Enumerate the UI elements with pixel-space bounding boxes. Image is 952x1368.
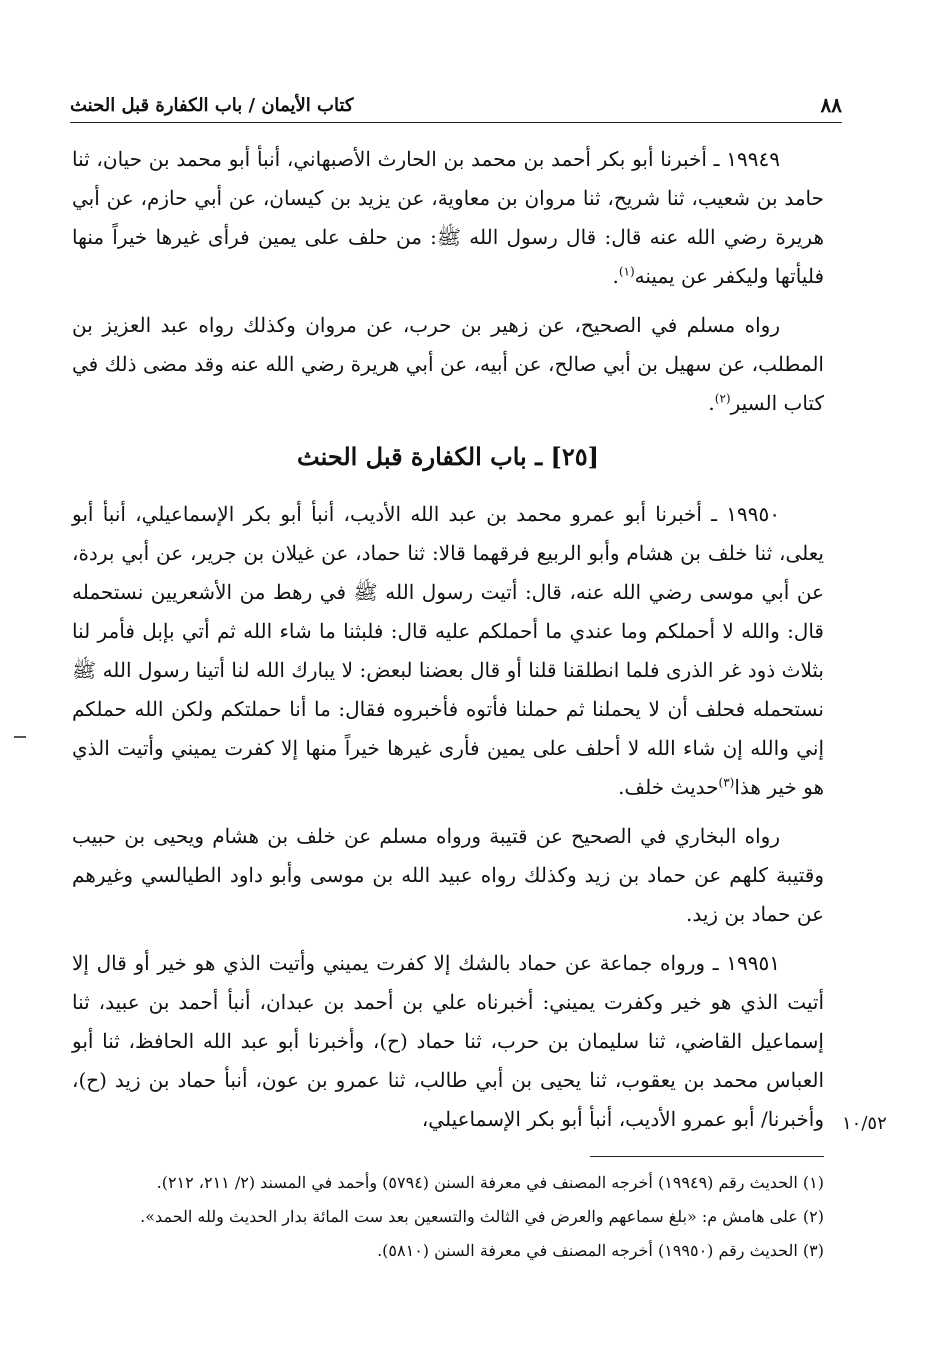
hadith-19951: ١٩٩٥١ ـ ورواه جماعة عن حماد بالشك إلا كفرت يميني وأتيت الذي هو خير أو قال إلا أتيت الذي هو خير وكفرت يميني: أخبرناه علي بن أحمد بن عبدان، أنبأ أحمد بن عبيد، ثنا إسماعيل القاضي، ثنا سليمان بن حرب، ثنا حماد (ح)، وأخبرنا أبو عبد الله الحافظ، ثنا أبو العباس محمد بن يعقوب، ثنا يحيى بن أبي طالب، ثنا عمرو بن عون، أنبأ حماد بن زيد (ح)، وأخبرنا/ أبو عمرو الأديب، أنبأ أبو بكر الإسماعيلي، (72, 951, 824, 1131)
footnote-2: (٢) على هامش م: «بلغ سماعهم والعرض في الثالث والتسعين بعد ست المائة بدار الحديث ولله الحمد». (140, 1207, 824, 1226)
hadith-19949 (72, 140, 824, 296)
page-number: ٨٨ (820, 93, 842, 117)
hadith-19949-commentary (72, 306, 824, 423)
footnotes (72, 1168, 824, 1270)
footnote-separator (590, 1156, 824, 1157)
hadith-19950 (72, 495, 824, 807)
commentary-end: . (708, 391, 715, 415)
running-header (70, 88, 842, 123)
chapter-heading: [٢٥] ـ باب الكفارة قبل الحنث (297, 442, 599, 471)
footnote-ref-3: (٣) (718, 775, 735, 790)
footnote-ref-1: (١) (618, 264, 635, 279)
hadith-19950-commentary: رواه البخاري في الصحيح عن قتيبة ورواه مسلم عن خلف بن هشام ويحيى بن حبيب وقتيبة كلهم عن حماد بن زيد وكذلك رواه عبيد الله بن موسى وأبو داود الطيالسي وغيرهم عن حماد بن زيد. (72, 824, 824, 926)
margin-dash (14, 736, 26, 738)
hadith-19950-text: ١٩٩٥٠ ـ أخبرنا أبو عمرو محمد بن عبد الله الأديب، أنبأ أبو بكر الإسماعيلي، أنبأ أبو يعلى، ثنا خلف بن هشام وأبو الربيع فرقهما قالا: ثنا حماد، عن غيلان بن جرير، عن أبي بردة، عن أبي موسى رضي الله عنه، قال: أتيت رسول الله ﷺ في رهط من الأشعريين نستحمله قال: والله لا أحملكم وما عندي ما أحملكم عليه قال: فلبثنا ما شاء الله ثم أتي بإبل فأمر لنا بثلاث ذود غر الذرى فلما انطلقنا قلنا أو قال بعضنا لبعض: لا يبارك الله لنا أتينا رسول الله ﷺ نستحمله فحلف أن لا يحملنا ثم حملنا فأتوه فأخبروه فقال: ما أنا حملتكم ولكن الله حملكم إني والله إن شاء الله لا أحلف على يمين فأرى غيرها خيراً منها إلا كفرت يميني وأتيت الذي هو خير هذا (72, 502, 824, 799)
commentary-text: رواه مسلم في الصحيح، عن زهير بن حرب، عن مروان وكذلك رواه عبد العزيز بن المطلب، عن سهيل بن أبي صالح، عن أبيه، عن أبي هريرة رضي الله عنه وقد مضى ذلك في كتاب السير (72, 313, 824, 415)
hadith-19950-end: حديث خلف. (618, 775, 719, 799)
hadith-19949-end: . (612, 264, 619, 288)
main-text (72, 140, 824, 1149)
manuscript-page-marker: ١٠/٥٢ (842, 1113, 887, 1134)
footnote-ref-2: (٢) (714, 391, 731, 406)
footnote-3: (٣) الحديث رقم (١٩٩٥٠) أخرجه المصنف في معرفة السنن (٥٨١٠). (377, 1241, 824, 1260)
footnote-1: (١) الحديث رقم (١٩٩٤٩) أخرجه المصنف في معرفة السنن (٥٧٩٤) وأحمد في المسند (٢/ ٢١١، ٢١٢). (156, 1173, 824, 1192)
hadith-19949-text: ١٩٩٤٩ ـ أخبرنا أبو بكر أحمد بن محمد بن الحارث الأصبهاني، أنبأ أبو محمد بن حيان، ثنا حامد بن شعيب، ثنا شريح، ثنا مروان بن معاوية، عن يزيد بن كيسان، عن أبي حازم، عن أبي هريرة رضي الله عنه قال: قال رسول الله ﷺ: من حلف على يمين فرأى غيرها خيراً منها فليأتها وليكفر عن يمينه (72, 147, 824, 288)
header-title: كتاب الأيمان / باب الكفارة قبل الحنث (70, 94, 354, 116)
